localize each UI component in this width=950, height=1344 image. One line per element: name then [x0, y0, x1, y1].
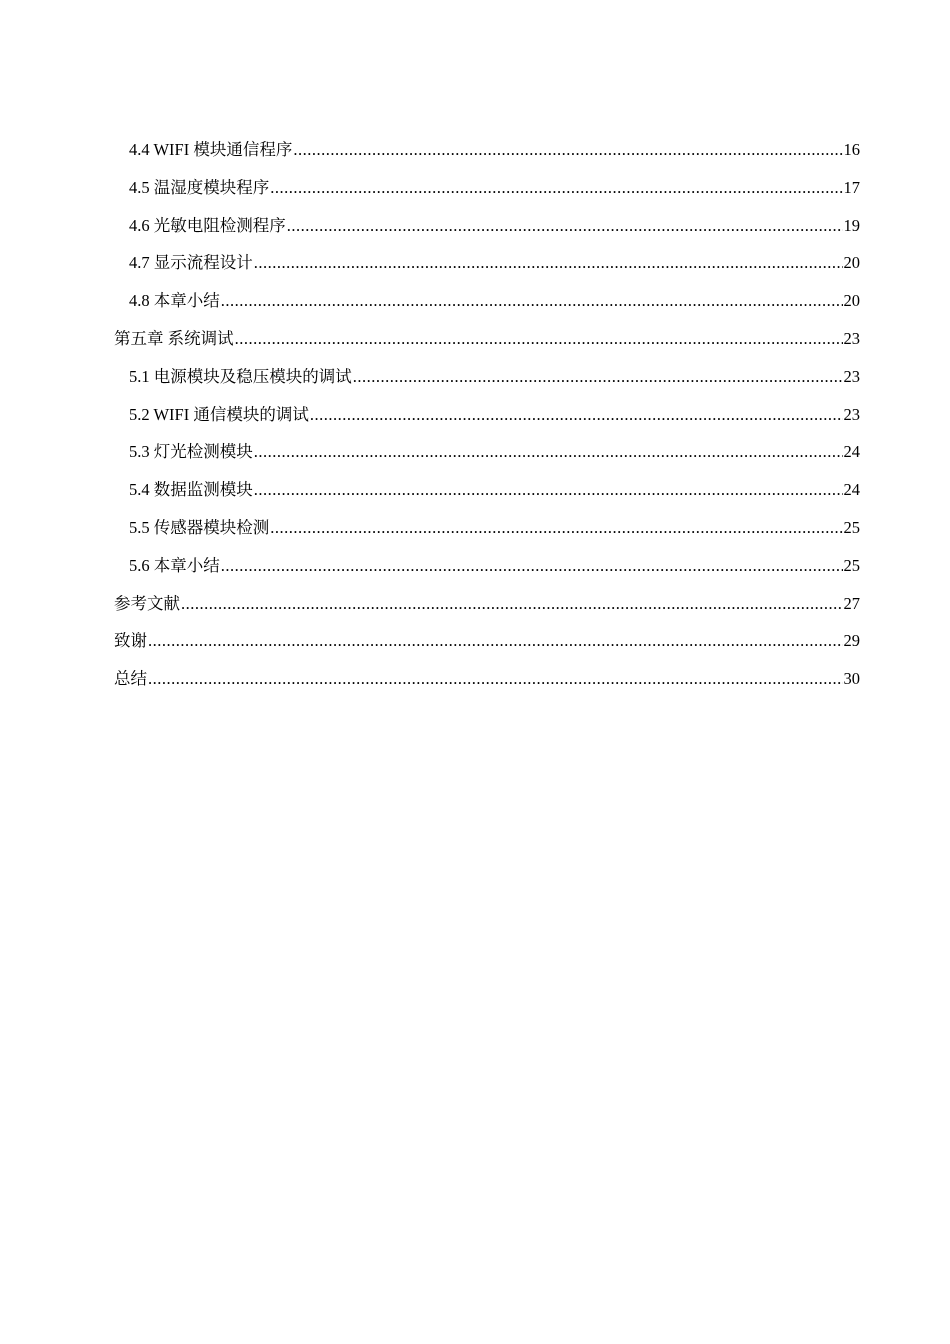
toc-entry-page-number: 29	[843, 631, 860, 651]
toc-entry-title: 5.2 WIFI 通信模块的调试	[129, 404, 309, 424]
toc-dot-leader	[270, 169, 842, 207]
toc-entry-title: 4.5 温湿度模块程序	[129, 177, 270, 197]
toc-entry-title: 4.6 光敏电阻检测程序	[129, 215, 286, 235]
toc-dot-leader	[353, 358, 843, 396]
toc-entry-title: 4.8 本章小结	[129, 291, 220, 311]
toc-entry-title: 4.4 WIFI 模块通信程序	[129, 140, 293, 159]
toc-entry[interactable]	[114, 131, 860, 169]
toc-entry[interactable]	[114, 509, 860, 547]
toc-entry-title: 总结	[114, 669, 147, 689]
toc-dot-leader	[254, 433, 843, 471]
toc-entry-title: 5.3 灯光检测模块	[129, 442, 253, 462]
toc-entry[interactable]	[114, 244, 860, 282]
toc-entry-page-number: 27	[843, 593, 860, 613]
toc-entry-title: 第五章 系统调试	[114, 328, 234, 348]
toc-entry[interactable]	[114, 396, 860, 434]
toc-entry-title: 4.7 显示流程设计	[129, 253, 253, 273]
toc-dot-leader	[181, 585, 843, 623]
toc-entry-title: 致谢	[114, 631, 147, 651]
toc-entry-title: 5.4 数据监测模块	[129, 480, 253, 500]
toc-dot-leader	[270, 509, 842, 547]
toc-entry-page-number: 17	[843, 177, 860, 197]
toc-entry-page-number: 20	[843, 253, 860, 273]
toc-entry-title: 5.6 本章小结	[129, 555, 220, 575]
toc-dot-leader	[148, 660, 843, 698]
toc-dot-leader	[254, 471, 843, 509]
toc-entry[interactable]	[114, 471, 860, 509]
toc-entry[interactable]	[114, 547, 860, 585]
toc-dot-leader	[235, 320, 843, 358]
toc-dot-leader	[287, 207, 843, 245]
toc-dot-leader	[310, 396, 843, 434]
toc-entry-page-number: 24	[843, 480, 860, 500]
toc-entry[interactable]	[114, 358, 860, 396]
toc-entry-page-number: 25	[843, 555, 860, 575]
toc-entry-page-number: 25	[843, 517, 860, 537]
toc-entry-page-number: 24	[843, 442, 860, 462]
toc-entry[interactable]	[114, 169, 860, 207]
toc-entry[interactable]	[114, 660, 860, 698]
toc-entry[interactable]	[114, 320, 860, 358]
toc-entry[interactable]	[114, 282, 860, 320]
toc-entry-page-number: 20	[843, 291, 860, 311]
toc-entry[interactable]	[114, 585, 860, 623]
toc-entry-page-number: 30	[843, 669, 860, 689]
toc-entry-page-number: 23	[843, 328, 860, 348]
toc-entry[interactable]	[114, 433, 860, 471]
toc-entry[interactable]	[114, 207, 860, 245]
toc-dot-leader	[254, 244, 843, 282]
toc-entry-page-number: 23	[843, 366, 860, 386]
toc-dot-leader	[221, 547, 843, 585]
toc-dot-leader	[293, 131, 842, 169]
table-of-contents	[114, 131, 860, 698]
toc-entry-page-number: 16	[843, 140, 860, 159]
toc-dot-leader	[148, 622, 843, 660]
toc-dot-leader	[221, 282, 843, 320]
toc-entry-title: 参考文献	[114, 593, 180, 613]
toc-entry-page-number: 19	[843, 215, 860, 235]
toc-entry-title: 5.1 电源模块及稳压模块的调试	[129, 366, 352, 386]
toc-entry-title: 5.5 传感器模块检测	[129, 517, 270, 537]
toc-entry[interactable]	[114, 622, 860, 660]
toc-entry-page-number: 23	[843, 404, 860, 424]
